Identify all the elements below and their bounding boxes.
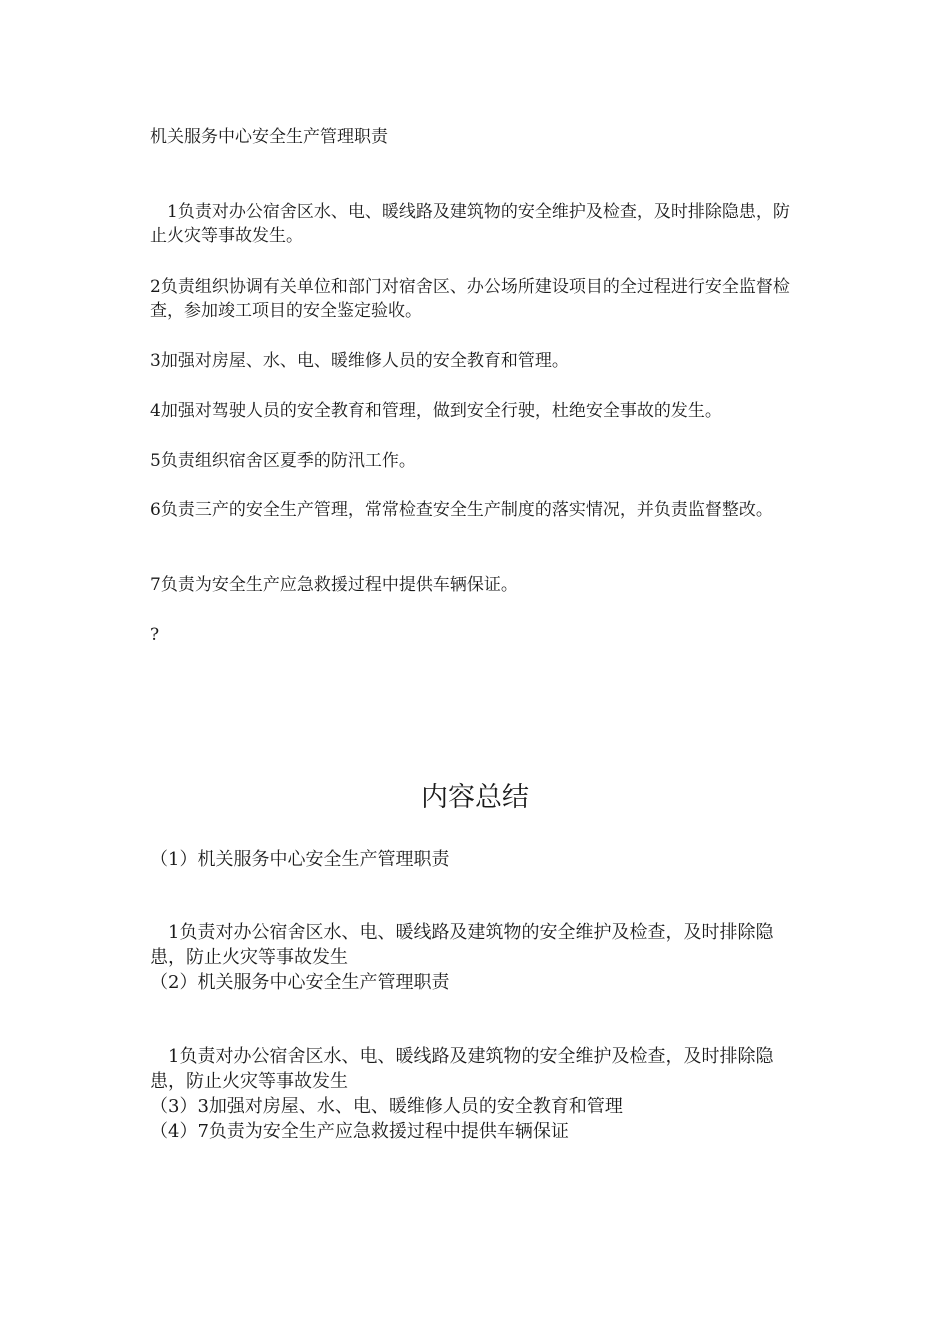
- trailing-mark: ?: [150, 625, 160, 645]
- summary-line-6: （4）7负责为安全生产应急救援过程中提供车辆保证: [150, 1121, 569, 1142]
- summary-line-3: （2）机关服务中心安全生产管理职责: [150, 972, 450, 993]
- summary-line-1: （1）机关服务中心安全生产管理职责: [150, 849, 450, 870]
- summary-line-2: 1负责对办公宿舍区水、电、暖线路及建筑物的安全维护及检查，及时排除隐患，防止火灾等事故发生: [150, 922, 774, 968]
- summary-line-4: 1负责对办公宿舍区水、电、暖线路及建筑物的安全维护及检查，及时排除隐患，防止火灾等事故发生: [150, 1046, 774, 1092]
- duty-item-2: 2负责组织协调有关单位和部门对宿舍区、办公场所建设项目的全过程进行安全监督检查，参加竣工项目的安全鉴定验收。: [150, 277, 790, 321]
- summary-line-5: （3）3加强对房屋、水、电、暖维修人员的安全教育和管理: [150, 1096, 623, 1117]
- duty-item-4: 4加强对驾驶人员的安全教育和管理，做到安全行驶，杜绝安全事故的发生。: [150, 401, 722, 421]
- duty-item-1: 1负责对办公宿舍区水、电、暖线路及建筑物的安全维护及检查，及时排除隐患，防止火灾等事故发生。: [150, 202, 790, 246]
- duty-item-3: 3加强对房屋、水、电、暖维修人员的安全教育和管理。: [150, 351, 569, 371]
- summary-title: 内容总结: [421, 782, 529, 813]
- duty-item-6: 6负责三产的安全生产管理，常常检查安全生产制度的落实情况，并负责监督整改。: [150, 500, 773, 520]
- document-title: 机关服务中心安全生产管理职责: [150, 127, 388, 147]
- duty-item-7: 7负责为安全生产应急救援过程中提供车辆保证。: [150, 575, 518, 595]
- duty-item-5: 5负责组织宿舍区夏季的防汛工作。: [150, 451, 416, 471]
